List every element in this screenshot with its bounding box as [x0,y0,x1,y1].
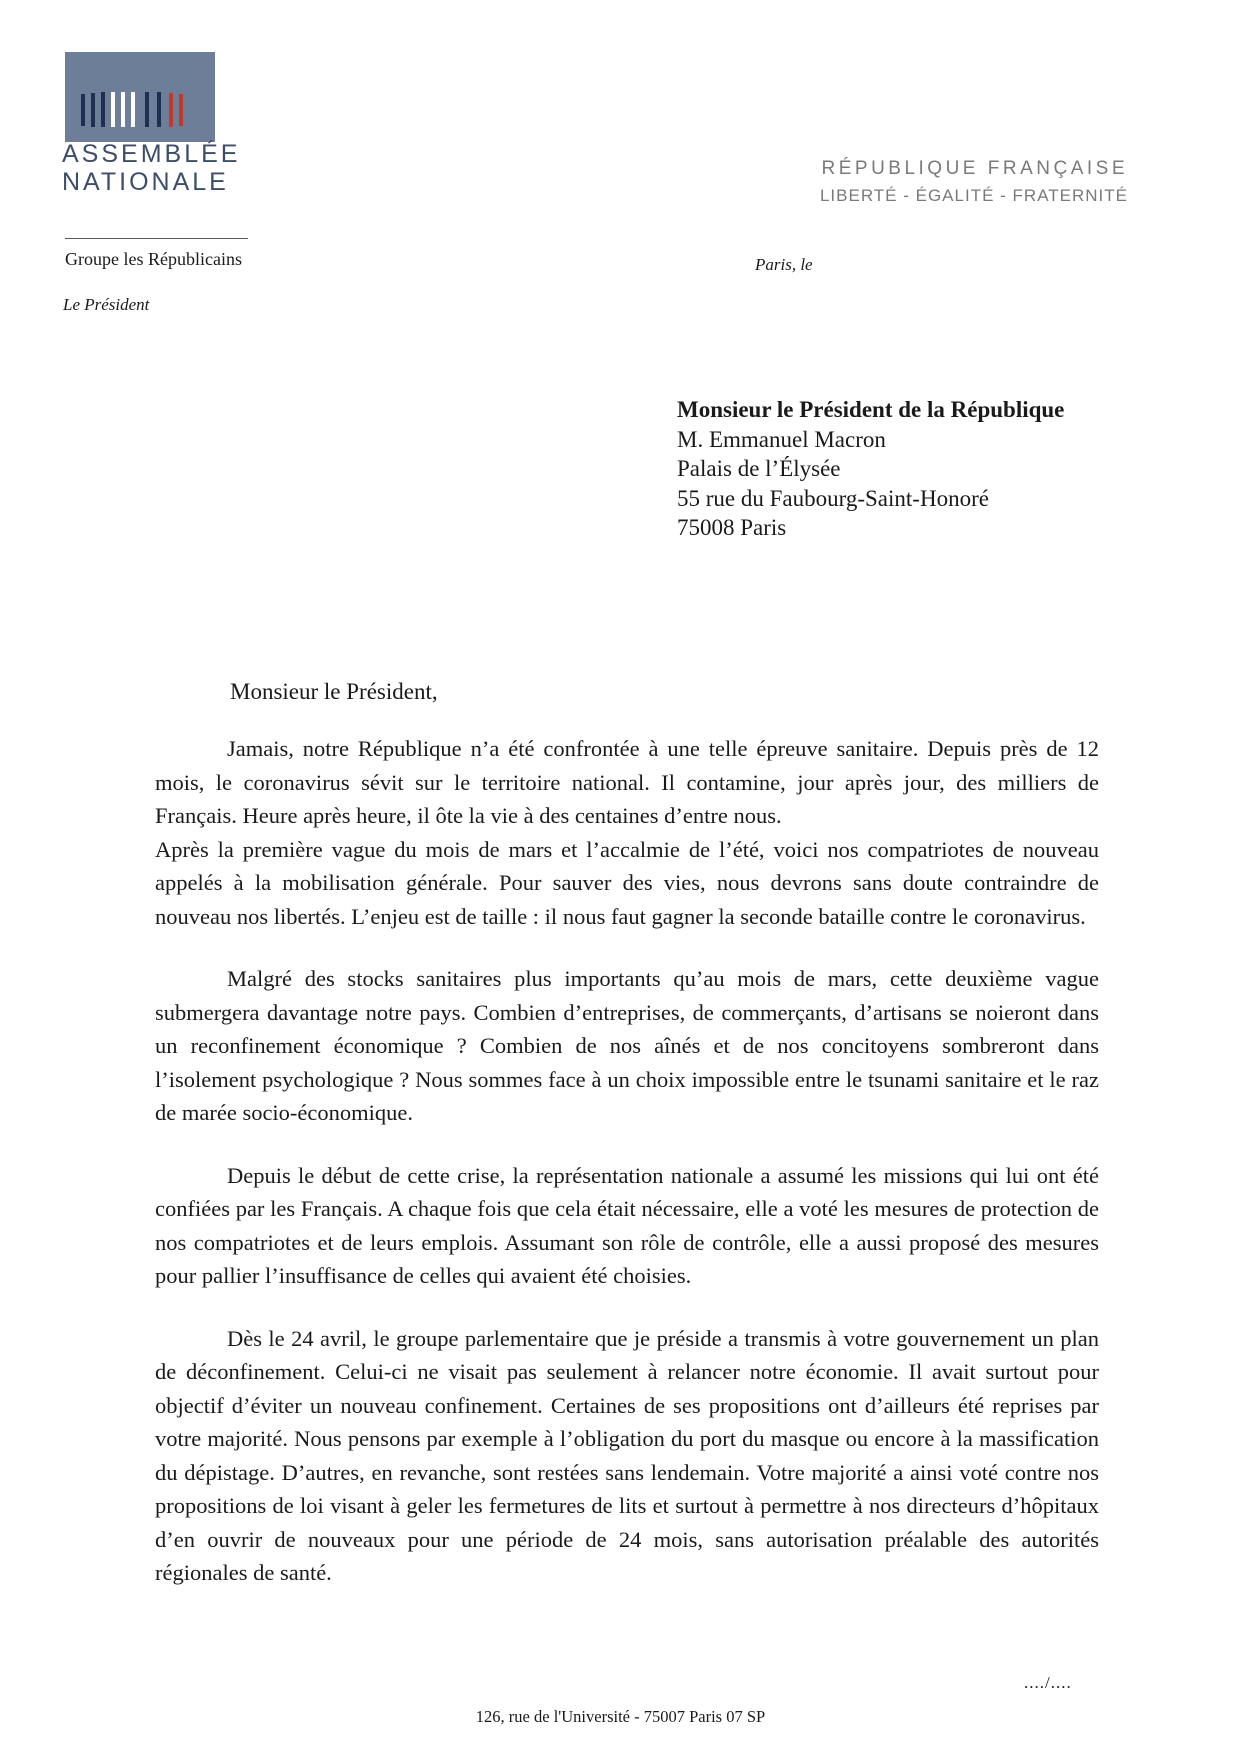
footer-address: 126, rue de l'Université - 75007 Paris 07 SP [475,1707,766,1726]
paragraph: Malgré des stocks sanitaires plus importants qu’au mois de mars, cette deuxième vague submergera davantage notre pays. Combien d’entreprises, de commerçants, d’artisans se noieront dans un reconfinement économique ? Combien de nos aînés et de nos concitoyens sombreront dans l’isolement psychologique ? Nous sommes face à un choix impossible entre le tsunami sanitaire et le raz de marée socio-économique. [155,966,1099,1125]
recipient-title: Monsieur le Président de la République [677,397,1065,422]
colonnade-icon [65,52,215,142]
republic-motto: LIBERTÉ - ÉGALITÉ - FRATERNITÉ [819,186,1128,205]
republic-header [820,158,1128,206]
paragraph: Jamais, notre République n’a été confrontée à une telle épreuve sanitaire. Depuis près de 12 mois, le coronavirus sévit sur le territoire national. Il contamine, jour après jour, des milliers de Français. Heure après heure, il ôte la vie à des centaines d’entre nous. [155,736,1099,828]
recipient-city: 75008 Paris [677,515,787,540]
assemblee-nationale-logo-icon [65,52,215,142]
sender-group: Groupe les Républicains [65,249,242,269]
recipient-building: Palais de l’Élysée [677,456,841,481]
place-date: Paris, le [755,255,813,274]
republic-name: RÉPUBLIQUE FRANÇAISE [821,158,1128,179]
salutation: Monsieur le Président, [230,679,438,704]
letter-body [155,732,1099,1619]
paragraph: Après la première vague du mois de mars et l’accalmie de l’été, voici nos compatriotes de nouveau appelés à la mobilisation générale. Pour sauver des vies, nous devrons sans doute contraindre de nouveau nos libertés. L’enjeu est de taille : il nous faut gagner la seconde bataille contre le coronavirus. [155,836,1099,929]
recipient-street: 55 rue du Faubourg-Saint-Honoré [677,485,989,511]
paragraph: Depuis le début de cette crise, la représentation nationale a assumé les missions qui lui ont été confiées par les Français. A chaque fois que cela était nécessaire, elle a voté les mesures de protection de nos compatriotes et de leurs emplois. Assumant son rôle de contrôle, elle a aussi proposé des mesures pour pallier l’insuffisance de celles qui avaient été choisies. [155,1162,1099,1288]
continued-mark: ..../.... [1024,1673,1072,1692]
paragraph: Dès le 24 avril, le groupe parlementaire que je préside a transmis à votre gouvernement un plan de déconfinement. Celui-ci ne visait pas seulement à relancer notre économie. Il avait surtout pour objectif d’éviter un nouveau confinement. Certaines de ses propositions ont d’ailleurs été reprises par votre majorité. Nous pensons par exemple à l’obligation du port du masque ou encore à la massification du dépistage. D’autres, en revanche, sont restées sans lendemain. Votre majorité a ainsi voté contre nos propositions de loi visant à geler les fermetures de lits et surtout à permettre à nos directeurs d’hôpitaux d’en ouvrir de nouveaux pour une période de 24 mois, sans autorisation préalable des autorités régionales de santé. [155,1325,1099,1585]
sender-title: Le Président [63,295,150,314]
header-divider [65,238,248,239]
recipient-name: M. Emmanuel Macron [677,426,886,452]
org-name-line1: ASSEMBLÉE [62,140,241,168]
org-name [62,140,240,196]
recipient-address [677,395,1064,543]
org-name-line2: NATIONALE [62,168,229,196]
